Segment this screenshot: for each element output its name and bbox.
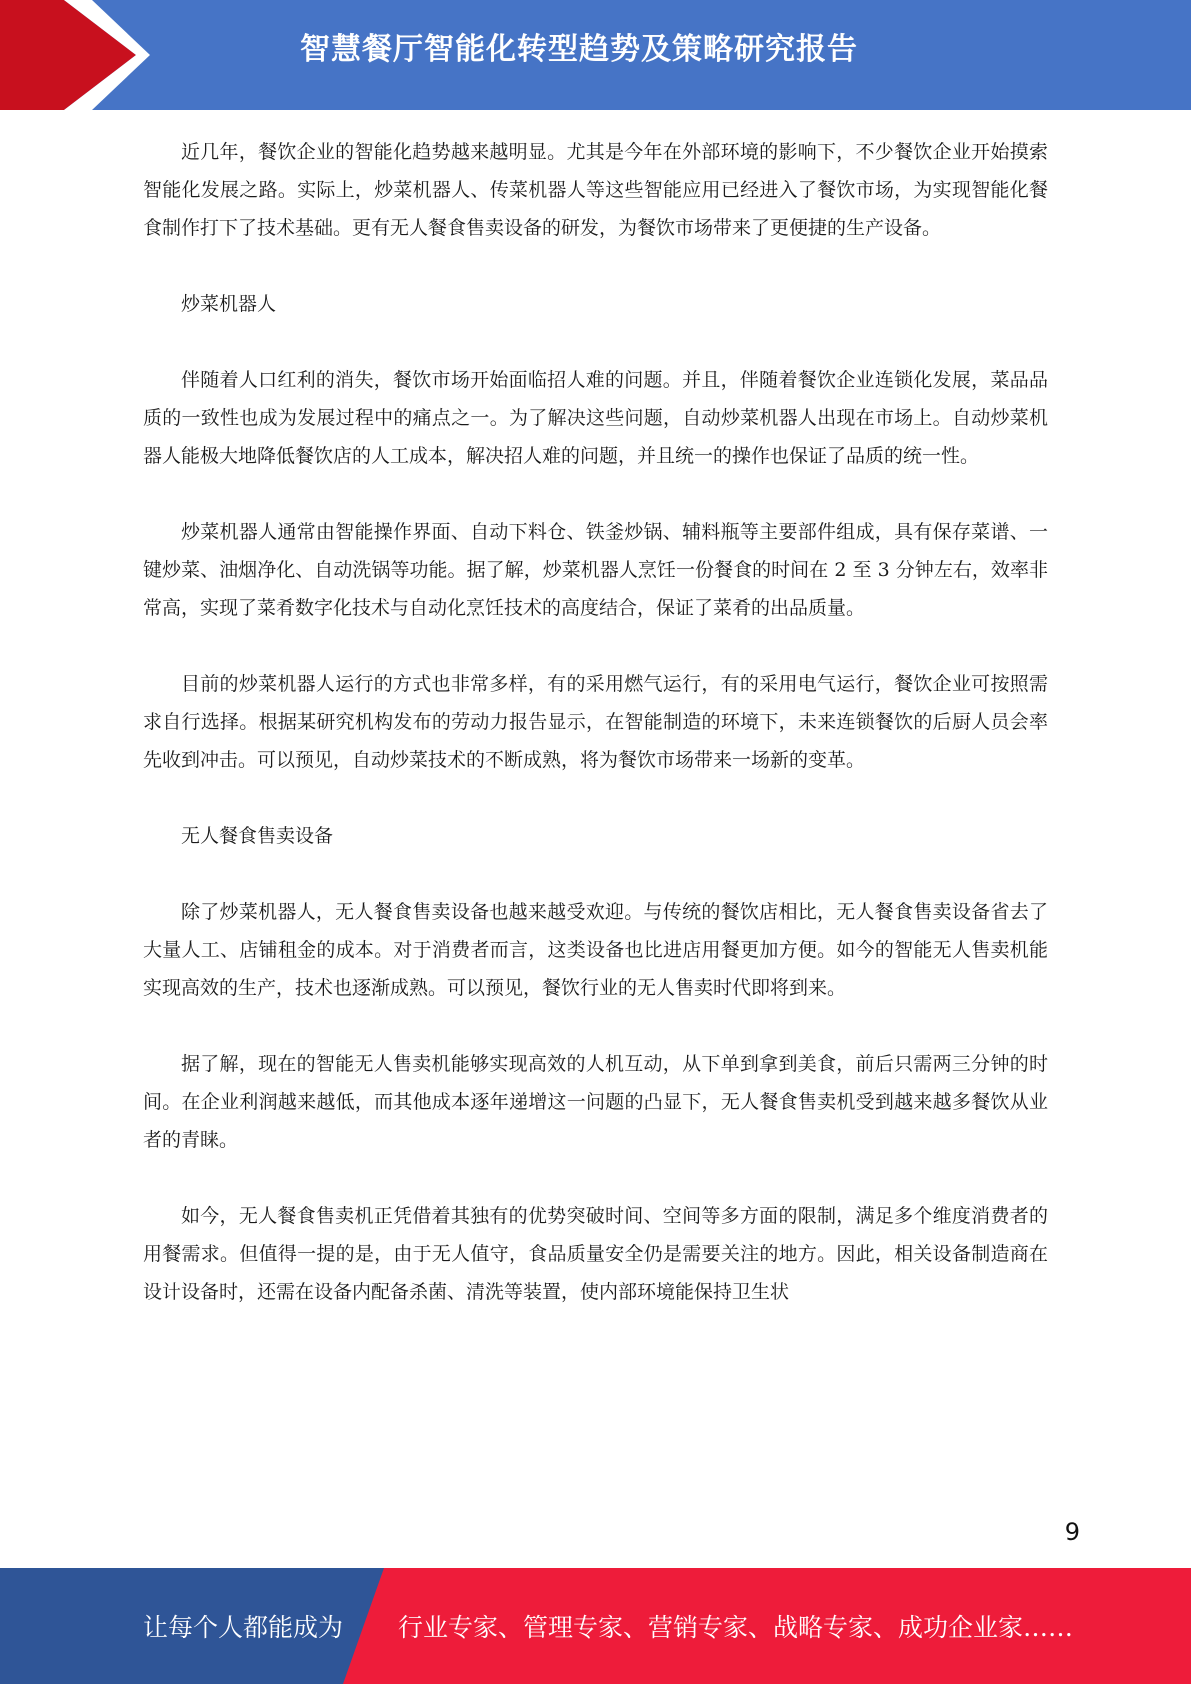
paragraph: 除了炒菜机器人，无人餐食售卖设备也越来越受欢迎。与传统的餐饮店相比，无人餐食售卖设备省去了大量人工、店铺租金的成本。对于消费者而言，这类设备也比进店用餐更加方便。如今的智能无人售卖机能实现高效的生产，技术也逐渐成熟。可以预见，餐饮行业的无人售卖时代即将到来。 bbox=[143, 901, 1048, 999]
section-heading-cooking-robot: 炒菜机器人 bbox=[181, 293, 277, 315]
section-heading-unmanned-vending: 无人餐食售卖设备 bbox=[181, 825, 334, 847]
page-header bbox=[0, 0, 1191, 110]
paragraph: 据了解，现在的智能无人售卖机能够实现高效的人机互动，从下单到拿到美食，前后只需两三分钟的时间。在企业利润越来越低，而其他成本逐年递增这一问题的凸显下，无人餐食售卖机受到越来越多餐饮从业者的青睐。 bbox=[143, 1053, 1048, 1151]
paragraph: 炒菜机器人通常由智能操作界面、自动下料仓、铁釜炒锅、辅料瓶等主要部件组成，具有保存菜谱、一键炒菜、油烟净化、自动洗锅等功能。据了解，炒菜机器人烹饪一份餐食的时间在 2 至 3 分钟左右，效率非常高，实现了菜肴数字化技术与自动化烹饪技术的高度结合，保证了菜肴的出品质量。 bbox=[143, 521, 1048, 619]
page-number: 9 bbox=[1064, 1518, 1080, 1546]
footer-slogan-left: 让每个人都能成为 bbox=[143, 1613, 344, 1642]
paragraph-intro: 近几年，餐饮企业的智能化趋势越来越明显。尤其是今年在外部环境的影响下，不少餐饮企业开始摸索智能化发展之路。实际上，炒菜机器人、传菜机器人等这些智能应用已经进入了餐饮市场，为实现智能化餐食制作打下了技术基础。更有无人餐食售卖设备的研发，为餐饮市场带来了更便捷的生产设备。 bbox=[143, 141, 1048, 239]
footer-slogan-right: 行业专家、管理专家、营销专家、战略专家、成功企业家…… bbox=[398, 1613, 1074, 1642]
paragraph: 如今，无人餐食售卖机正凭借着其独有的优势突破时间、空间等多方面的限制，满足多个维度消费者的用餐需求。但值得一提的是，由于无人值守，食品质量安全仍是需要关注的地方。因此，相关设备制造商在设计设备时，还需在设备内配备杀菌、清洗等装置，使内部环境能保持卫生状 bbox=[143, 1205, 1048, 1303]
article-body bbox=[143, 133, 1048, 1493]
report-title: 智慧餐厅智能化转型趋势及策略研究报告 bbox=[300, 32, 858, 67]
paragraph: 伴随着人口红利的消失，餐饮市场开始面临招人难的问题。并且，伴随着餐饮企业连锁化发展，菜品品质的一致性也成为发展过程中的痛点之一。为了解决这些问题，自动炒菜机器人出现在市场上。自动炒菜机器人能极大地降低餐饮店的人工成本，解决招人难的问题，并且统一的操作也保证了品质的统一性。 bbox=[143, 369, 1048, 467]
paragraph: 目前的炒菜机器人运行的方式也非常多样，有的采用燃气运行，有的采用电气运行，餐饮企业可按照需求自行选择。根据某研究机构发布的劳动力报告显示，在智能制造的环境下，未来连锁餐饮的后厨人员会率先收到冲击。可以预见，自动炒菜技术的不断成熟，将为餐饮市场带来一场新的变革。 bbox=[143, 673, 1048, 771]
